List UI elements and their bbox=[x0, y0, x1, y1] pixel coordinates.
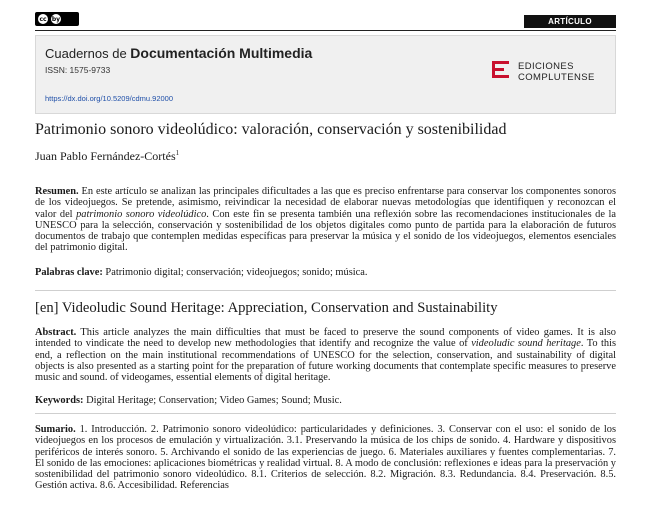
author-line bbox=[35, 146, 179, 164]
abstract-english-text-a: This article analyzes the main difficulties that must be faced to preserve the sound components of video games. It is also intended to vindicate the need to develop new methodologies that identify and recognize the value of bbox=[35, 327, 616, 350]
publisher-block bbox=[492, 61, 595, 83]
by-icon: by bbox=[51, 15, 61, 23]
doi-link[interactable]: https://dx.doi.org/10.5209/cdmu.92000 bbox=[45, 94, 174, 103]
summary-label: Sumario. bbox=[35, 424, 76, 435]
article-title-spanish: Patrimonio sonoro videolúdico: valoración, conservación y sostenibilidad bbox=[35, 121, 507, 138]
keywords-spanish-label: Palabras clave: bbox=[35, 267, 103, 278]
keywords-english-label: Keywords: bbox=[35, 395, 84, 406]
journal-header bbox=[35, 35, 616, 114]
publisher-logo-icon bbox=[492, 61, 509, 78]
journal-title-prefix: Cuadernos de bbox=[45, 46, 131, 61]
journal-title-name: Documentación Multimedia bbox=[130, 45, 313, 61]
keywords-english bbox=[35, 395, 616, 406]
keywords-english-text: Digital Heritage; Conservation; Video Games; Sound; Music. bbox=[83, 395, 342, 406]
publisher-name-line1: EDICIONES bbox=[518, 61, 574, 72]
publisher-name bbox=[518, 61, 595, 83]
keywords-spanish bbox=[35, 267, 616, 278]
journal-issn: ISSN: 1575-9733 bbox=[45, 65, 111, 75]
creative-commons-license-badge[interactable] bbox=[35, 12, 79, 26]
abstract-spanish-italic: patrimonio sonoro videolúdico bbox=[76, 208, 207, 220]
abstract-english-italic: videoludic sound heritage bbox=[471, 338, 581, 350]
abstract-english-text-b: . To this end, a reflection on the main institutional recommendations of UNESCO for the selection, conservation, and sustainability of digital objects is also presented as a starting point for the preparation of future working documents that contemplate specific measures to preserve music and sound. of videogames, essential elements of digital heritage. bbox=[35, 338, 616, 384]
section-divider bbox=[35, 290, 616, 291]
keywords-spanish-text: Patrimonio digital; conservación; videojuegos; sonido; música. bbox=[102, 267, 368, 278]
summary-divider bbox=[35, 413, 616, 414]
author-name: Juan Pablo Fernández-Cortés bbox=[35, 149, 176, 163]
abstract-english bbox=[35, 327, 616, 383]
abstract-spanish bbox=[35, 186, 616, 254]
abstract-english-label: Abstract. bbox=[35, 327, 77, 338]
author-footnote-ref[interactable]: 1 bbox=[175, 149, 180, 157]
summary-text: 1. Introducción. 2. Patrimonio sonoro videolúdico: particularidades y definiciones. 3. Conservar con el uso: el sonido de los videojuegos en los procesos de emulación y virtualización. 3.1. Preservando la música de los chips de sonido. 4. Hardware y dispositivos periféricos de interés sonoro. 5. Archivando el sonido de las experiencias de juego. 6. Materiales auxiliares y fuentes complementarias. 7. El sonido de las emociones: aplicaciones biométricas y realidad virtual. 8. A modo de conclusión: reflexiones e ideas para la preservación y sostenibilidad del patrimonio sonoro videolúdico. 8.1. Criterios de selección. 8.2. Migración. 8.3. Redundancia. 8.4. Preservación. 8.5. Gestión activa. 8.6. Accesibilidad. Referencias bbox=[35, 424, 616, 492]
abstract-spanish-text-a: En este artículo se analizan las principales dificultades a las que es preciso enfrentarse para conservar los componentes sonoros de los videojuegos. Se pretende, asimismo, reivindicar la necesidad de elaborar nuevas metodologías que identifiquen y reconozcan el valor del bbox=[35, 186, 616, 220]
article-type-tag: ARTÍCULO bbox=[524, 15, 616, 28]
cc-icon: cc bbox=[39, 15, 47, 23]
summary-block bbox=[35, 424, 616, 492]
top-divider bbox=[35, 30, 616, 31]
article-title-english: [en] Videoludic Sound Heritage: Appreciation, Conservation and Sustainability bbox=[35, 300, 498, 316]
abstract-spanish-label: Resumen. bbox=[35, 186, 79, 197]
abstract-spanish-text-b: . Con este fin se presenta también una reflexión sobre las recomendaciones institucionales de la UNESCO para la selección, conservación y sostenibilidad de los objetos digitales como punto de partida para la elaboración de futuros documentos de trabajo que contemplen medidas específicas para preservar la música y el sonido de los videojuegos, elementos esenciales del patrimonio digital. bbox=[35, 208, 616, 254]
publisher-name-line2: COMPLUTENSE bbox=[518, 72, 595, 83]
journal-title bbox=[45, 45, 312, 61]
